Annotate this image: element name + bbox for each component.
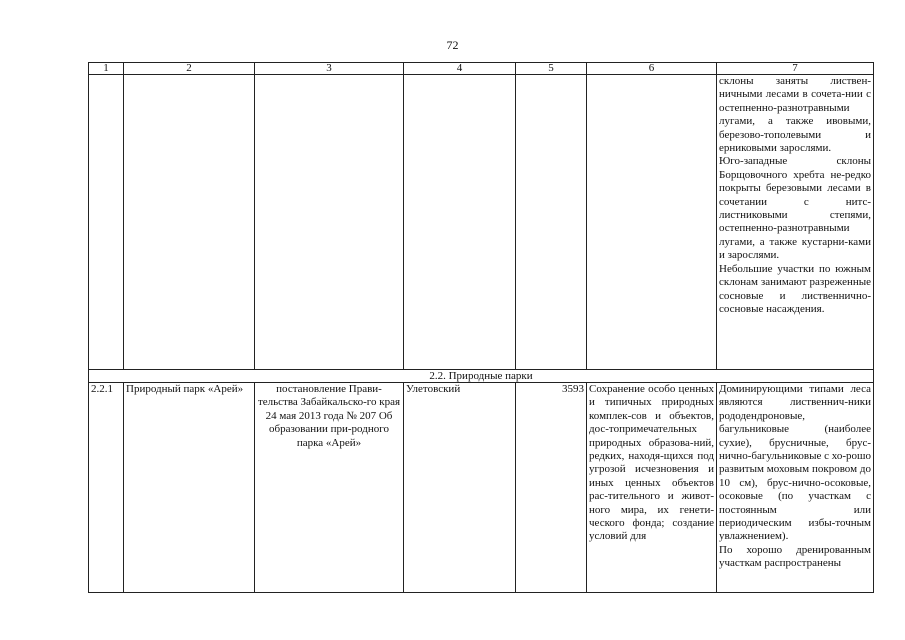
page-number: 72	[446, 38, 459, 52]
description-paragraph: Доминирующими типами леса являются лиственнич-ники рододендроновые, багульниковые (наиболее сухие), брусничные, брус-нично-багульниковые с хо-рошо развитым моховым покровом до 10 см), брус-нично-осоковые, осоковые (по участкам с постоянным или периодическим избы-точным увлажнением).	[719, 383, 871, 543]
description-paragraph: Небольшие участки по южным склонам занимают разреженные сосновые и лиственнично-сосновые насаждения.	[719, 262, 871, 315]
column-header: 7	[717, 63, 874, 75]
table-row	[89, 383, 874, 593]
table-cell	[89, 75, 124, 370]
park-name: Природный парк «Арей»	[124, 383, 255, 593]
column-header: 3	[255, 63, 404, 75]
table-cell	[255, 75, 404, 370]
district: Улетовский	[404, 383, 516, 593]
column-header: 1	[89, 63, 124, 75]
description-paragraph: Юго-западные склоны Борщовочного хребта не-редко покрыты березовыми лесами в сочетании с нитс-листниковыми степями, остепненно-разнотравными лугами, а также кустарни-ками и зарослями.	[719, 155, 871, 262]
description-paragraph: По хорошо дренированным участкам распространены	[719, 543, 871, 570]
legal-document: постановление Прави-тельства Забайкальско-го края 24 мая 2013 года № 207 Об образовании при-родного парка «Арей»	[255, 383, 404, 593]
table-cell	[404, 75, 516, 370]
table-cell	[587, 75, 717, 370]
purpose: Сохранение особо ценных и типичных природных комплек-сов и объектов, дос-топримечательных природных образова-ний, редких, находя-щихся под угрозой исчезновения и иных ценных объектов рас-тительного и живот-ного мира, их генети-ческого фонда; создание условий для	[587, 383, 717, 593]
section-title: 2.2. Природные парки	[89, 370, 874, 383]
reserve-table	[88, 62, 874, 593]
description-cell	[717, 383, 874, 593]
row-number: 2.2.1	[89, 383, 124, 593]
table-cell	[516, 75, 587, 370]
description-paragraph: склоны заняты листвен-ничными лесами в сочета-нии с остепненно-разнотравными лугами, а также ивовыми, березово-тополевыми и ерниковыми зарослями.	[719, 75, 871, 155]
description-cell	[717, 75, 874, 370]
area: 3593	[516, 383, 587, 593]
section-row	[89, 370, 874, 383]
column-header: 2	[124, 63, 255, 75]
column-header: 5	[516, 63, 587, 75]
column-number-row	[89, 63, 874, 75]
table-cell	[124, 75, 255, 370]
column-header: 4	[404, 63, 516, 75]
column-header: 6	[587, 63, 717, 75]
continuation-row	[89, 75, 874, 370]
